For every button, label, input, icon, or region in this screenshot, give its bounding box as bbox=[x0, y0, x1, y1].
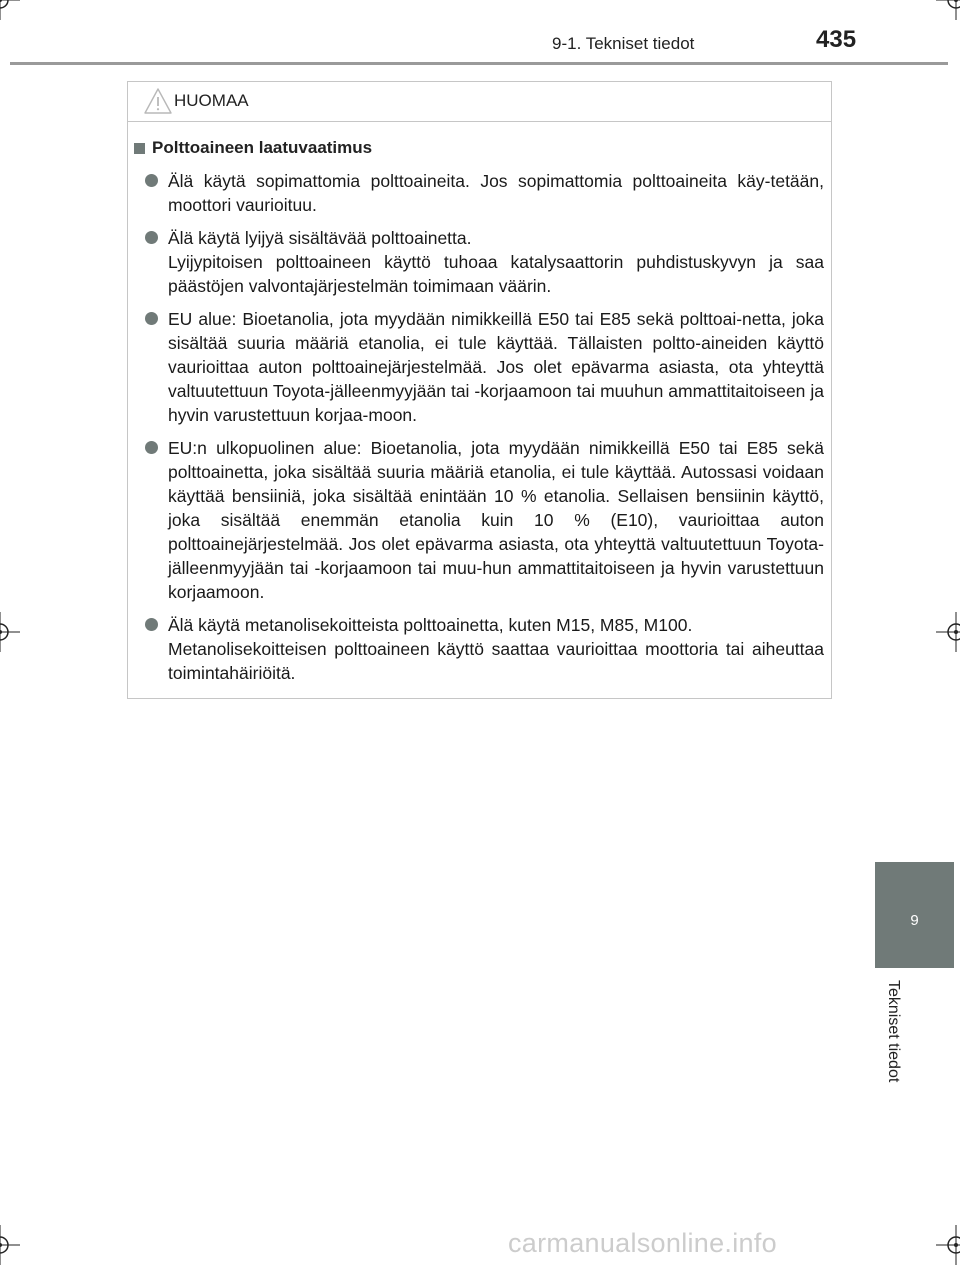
registration-mark-icon bbox=[936, 1225, 960, 1265]
list-item-text: Älä käytä sopimattomia polttoaineita. Jos sopimattomia polttoaineita käy-tetään, moottori vaurioituu. bbox=[168, 171, 824, 215]
registration-mark-icon bbox=[936, 612, 960, 652]
list-item-text: Älä käytä lyijyä sisältävää polttoainetta. bbox=[168, 228, 472, 248]
list-item-text: Lyijypitoisen polttoaineen käyttö tuhoaa katalysaattorin puhdistuskyvyn ja saa päästöjen valvontajärjestelmän toimimaan väärin. bbox=[168, 252, 824, 296]
list-item bbox=[134, 436, 824, 604]
list-item-text: Älä käytä metanolisekoitteista polttoainetta, kuten M15, M85, M100. bbox=[168, 615, 693, 635]
section-title: 9-1. Tekniset tiedot bbox=[552, 34, 695, 53]
list-item bbox=[134, 226, 824, 298]
watermark-text: carmanualsonline.info bbox=[508, 1228, 777, 1258]
chapter-label: Tekniset tiedot bbox=[885, 980, 902, 1083]
registration-mark-icon bbox=[0, 1225, 20, 1265]
bullet-dot-icon bbox=[145, 441, 158, 454]
list-item-text: EU alue: Bioetanolia, jota myydään nimikkeillä E50 tai E85 sekä polttoai-netta, joka sisältää suuria määriä etanolia, ei tule käyttää. Tällaisten poltto-aineiden käyttö vaurioittaa auton polttoainejärjestelmää. Jos olet epävarma asiasta, ota yhteyttä valtuutettuun Toyota-jälleenmyyjään tai -korjaamoon tai muuhun ammattitaitoiseen ja hyvin varustettuun korjaa-moon. bbox=[168, 309, 824, 425]
registration-mark-icon bbox=[0, 0, 20, 20]
list-item-text: EU:n ulkopuolinen alue: Bioetanolia, jota myydään nimikkeillä E50 tai E85 sekä polttoainetta, joka sisältää suuria määriä etanolia, ei tule käyttää. Autossasi voidaan käyttää bensiiniä, joka sisältää enintään 10 % etanolia. Sellaisen bensiinin käyttö, joka sisältää enemmän etanolia kuin 10 % (E10), vaurioittaa auton polttoainejärjestelmää. Jos olet epävarma asiasta, ota yhteyttä valtuutettuun Toyota-jälleenmyyjään tai -korjaamoon tai muu-hun ammattitaitoiseen ja hyvin varustettuun korjaamoon. bbox=[168, 438, 824, 602]
warning-triangle-icon bbox=[143, 86, 173, 116]
bullet-dot-icon bbox=[145, 618, 158, 631]
list-item bbox=[134, 613, 824, 685]
notice-header bbox=[128, 82, 831, 122]
square-bullet-icon bbox=[134, 143, 145, 154]
sub-heading-text: Polttoaineen laatuvaatimus bbox=[152, 138, 373, 157]
sub-heading bbox=[134, 136, 824, 160]
notice-body bbox=[128, 122, 831, 685]
registration-mark-icon bbox=[0, 612, 20, 652]
notice-box bbox=[127, 81, 832, 699]
list-item bbox=[134, 169, 824, 217]
page-number: 435 bbox=[816, 26, 857, 53]
bullet-dot-icon bbox=[145, 174, 158, 187]
header-rule bbox=[10, 62, 948, 65]
list-item-text: Metanolisekoitteisen polttoaineen käyttö saattaa vaurioittaa moottoria tai aiheuttaa toimintahäiriöitä. bbox=[168, 639, 824, 683]
chapter-tab bbox=[875, 862, 954, 968]
registration-mark-icon bbox=[936, 0, 960, 20]
list-item bbox=[134, 307, 824, 427]
bullet-dot-icon bbox=[145, 231, 158, 244]
notice-title: HUOMAA bbox=[174, 91, 249, 110]
bullet-dot-icon bbox=[145, 312, 158, 325]
chapter-number: 9 bbox=[910, 912, 919, 929]
